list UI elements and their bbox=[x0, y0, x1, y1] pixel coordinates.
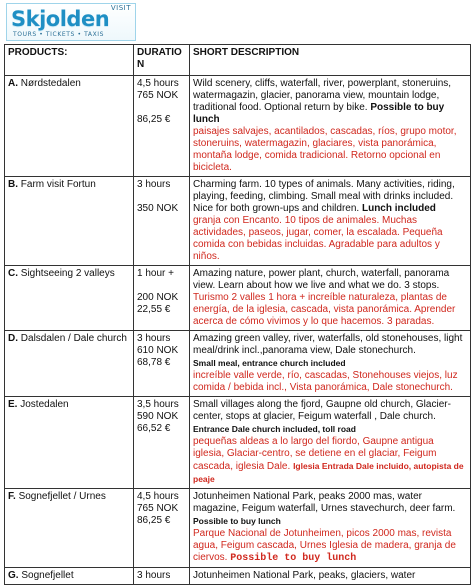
duration-spacer bbox=[137, 102, 186, 114]
duration-value: 4,5 hours bbox=[137, 491, 179, 502]
product-name: Sognefjellet bbox=[21, 570, 74, 581]
product-cell bbox=[5, 177, 134, 266]
description-english: Jotunheimen National Park, peaks, glaciers, water bbox=[193, 570, 416, 581]
description-spanish-note: Possible to buy lunch bbox=[230, 553, 357, 564]
description-spanish: Turismo 2 valles 1 hora + increíble naturaleza, plantas de energía, de la iglesia, cascada, vista panorámica. Aprender acerca de cómo vivimos y lo que hacemos. 3 paradas. bbox=[193, 292, 456, 327]
header-description: SHORT DESCRIPTION bbox=[190, 45, 471, 76]
table-row bbox=[5, 177, 471, 266]
header-duration: DURATIO N bbox=[134, 45, 190, 76]
product-letter: D. bbox=[8, 333, 18, 344]
description-english: Amazing nature, power plant, church, waterfall, panorama view. Learn about how we live and what we do. 3 stops. bbox=[193, 268, 450, 291]
table-row bbox=[5, 568, 471, 585]
duration-value: 765 NOK bbox=[137, 503, 179, 514]
table-row bbox=[5, 397, 471, 489]
duration-value: 86,25 € bbox=[137, 515, 171, 526]
duration-cell bbox=[134, 177, 190, 266]
logo-visit-text: VISIT bbox=[110, 4, 131, 12]
duration-value: 66,52 € bbox=[137, 423, 171, 434]
duration-value: 350 NOK bbox=[137, 203, 179, 214]
duration-value: 3 hours bbox=[137, 570, 171, 581]
description-cell bbox=[190, 177, 471, 266]
table-row bbox=[5, 76, 471, 177]
duration-value: 3,5 hours bbox=[137, 399, 179, 410]
description-english: Charming farm. 10 types of animals. Many activities, riding, playing, feeding, climbing. Small meal with drinks included. Nice for both grown-ups and children. bbox=[193, 179, 455, 214]
logo-tagline: TOURS • TICKETS • TAXIS bbox=[13, 31, 105, 38]
table-row bbox=[5, 331, 471, 397]
description-english-note: Entrance Dale church included, toll road bbox=[193, 424, 356, 434]
product-cell bbox=[5, 76, 134, 177]
table-row bbox=[5, 266, 471, 331]
duration-spacer bbox=[137, 280, 186, 292]
duration-cell bbox=[134, 266, 190, 331]
description-spanish: increíble valle verde, río, cascadas, Stonehouses viejos, luz comida / bebida incl., Vista panorámica, Dale stonechurch. bbox=[193, 370, 458, 393]
description-english: Amazing green valley, river, waterfalls, old stonehouses, light meal/drink incl.,panorama view, Dale stonechurch. bbox=[193, 333, 463, 356]
description-cell bbox=[190, 331, 471, 397]
product-name: Farm visit Fortun bbox=[20, 179, 96, 190]
description-cell bbox=[190, 489, 471, 568]
product-cell bbox=[5, 489, 134, 568]
duration-value: 200 NOK bbox=[137, 292, 179, 303]
duration-value: 765 NOK bbox=[137, 90, 179, 101]
description-english: Small villages along the fjord, Gaupne old church, Glacier-center, stops at glacier, Feigum waterfall , Dale church. bbox=[193, 399, 451, 422]
duration-value: 86,25 € bbox=[137, 114, 171, 125]
product-cell bbox=[5, 331, 134, 397]
product-letter: A. bbox=[8, 78, 18, 89]
description-english: Jotunheimen National Park, peaks 2000 mas, water magazine, Feigum waterfall, Urnes stavechurch, deer farm. bbox=[193, 491, 456, 514]
duration-cell bbox=[134, 397, 190, 489]
duration-value: 4,5 hours bbox=[137, 78, 179, 89]
duration-cell bbox=[134, 331, 190, 397]
description-cell bbox=[190, 266, 471, 331]
product-name: Nørdstedalen bbox=[20, 78, 81, 89]
product-cell bbox=[5, 397, 134, 489]
duration-value: 590 NOK bbox=[137, 411, 179, 422]
description-spanish: granja con Encanto. 10 tipos de animales. Muchas actividades, paseos, jugar, comer, la escalada. Pequeña comida con bebidas incluidas. Agradable para adultos y niños. bbox=[193, 215, 443, 262]
product-name: Sognefjellet / Urnes bbox=[18, 491, 106, 502]
product-cell bbox=[5, 266, 134, 331]
duration-value: 22,55 € bbox=[137, 304, 171, 315]
description-english-bold: Lunch included bbox=[361, 203, 436, 214]
product-name: Dalsdalen / Dale church bbox=[20, 333, 127, 344]
duration-spacer bbox=[137, 191, 186, 203]
product-letter: B. bbox=[8, 179, 18, 190]
description-cell bbox=[190, 76, 471, 177]
product-letter: C. bbox=[8, 268, 18, 279]
products-table bbox=[4, 44, 471, 585]
description-spanish-note: Iglesia Entrada Dale incluido, autopista de peaje bbox=[193, 461, 464, 484]
logo-brand-text: Skjolden bbox=[11, 7, 110, 31]
duration-cell bbox=[134, 76, 190, 177]
description-english-bold: Possible to buy lunch bbox=[193, 102, 445, 125]
description-cell bbox=[190, 568, 471, 585]
product-name: Sightseeing 2 valleys bbox=[20, 268, 115, 279]
duration-value: 1 hour + bbox=[137, 268, 174, 279]
description-spanish: Parque Nacional de Jotunheimen, picos 2000 mas, revista agua, Feigum cascada, Urnes Iglesia de madera, granja de ciervos. bbox=[193, 528, 456, 563]
product-letter: G. bbox=[8, 570, 19, 581]
duration-value: 610 NOK bbox=[137, 345, 179, 356]
duration-value: 68,78 € bbox=[137, 357, 171, 368]
duration-value: 3 hours bbox=[137, 179, 171, 190]
duration-cell bbox=[134, 489, 190, 568]
product-letter: F. bbox=[8, 491, 16, 502]
visit-skjolden-logo bbox=[6, 3, 136, 41]
table-body bbox=[5, 76, 471, 585]
header-products: PRODUCTS: bbox=[5, 45, 134, 76]
description-english: Wild scenery, cliffs, waterfall, river, powerplant, stoneruins, watermagazin, glacier, panorama view, mountain lodge, traditional food. Optional return by bike. bbox=[193, 78, 452, 113]
duration-cell bbox=[134, 568, 190, 585]
description-cell bbox=[190, 397, 471, 489]
description-english-note: Possible to buy lunch bbox=[193, 516, 281, 526]
product-letter: E. bbox=[8, 399, 18, 410]
description-spanish: paisajes salvajes, acantilados, cascadas, ríos, grupo motor, stoneruins, watermagazin, glaciares, vista panorámica, montaña lodge, comida tradicional. Retorno opcional en bicicleta. bbox=[193, 126, 457, 173]
product-cell bbox=[5, 568, 134, 585]
duration-value: 3 hours bbox=[137, 333, 171, 344]
description-spanish: pequeñas aldeas a lo largo del fiordo, Gaupne antigua iglesia, Glaciar-centro, se detiene en el glaciar, Feigum cascada, iglesia Dale. bbox=[193, 436, 437, 472]
table-header-row bbox=[5, 45, 471, 76]
table-row bbox=[5, 489, 471, 568]
description-english-note: Small meal, entrance church included bbox=[193, 358, 346, 368]
product-name: Jostedalen bbox=[20, 399, 69, 410]
